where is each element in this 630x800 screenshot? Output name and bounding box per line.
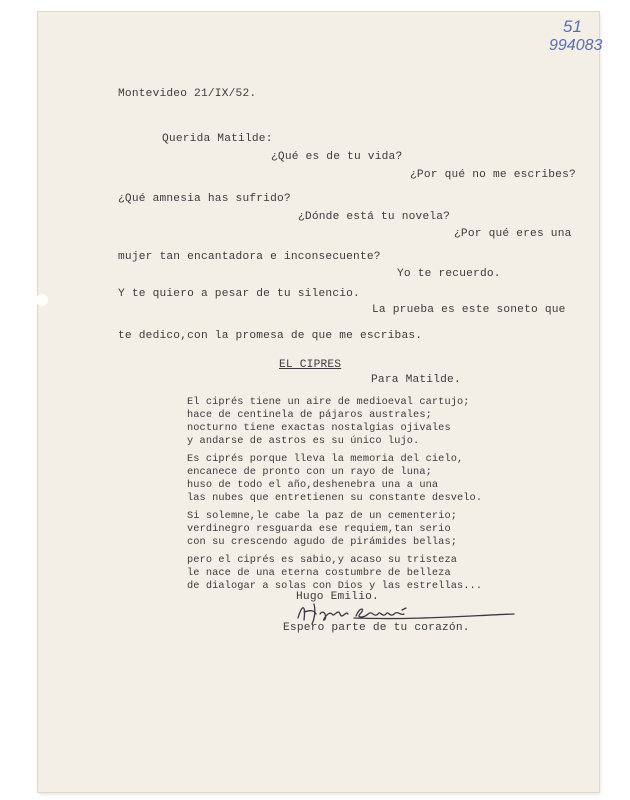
poem-line: de dialogar a solas con Dios y las estrellas...	[187, 580, 483, 592]
letter-line: ¿Qué amnesia has sufrido?	[118, 193, 291, 205]
letter-line: Yo te recuerdo.	[397, 268, 501, 280]
poem-line: le nace de una eterna costumbre de belleza	[187, 567, 451, 579]
poem-line: hace de centinela de pájaros australes;	[187, 409, 432, 421]
poem-line: y andarse de astros es su único lujo.	[187, 435, 420, 447]
salutation: Querida Matilde:	[162, 133, 273, 145]
poem-line: El ciprés tiene un aire de medioeval cartujo;	[187, 396, 470, 408]
poem-line: encanece de pronto con un rayo de luna;	[187, 466, 432, 478]
poem-line: pero el ciprés es sabio,y acaso su tristeza	[187, 554, 458, 566]
letter-line: ¿Dónde está tu novela?	[298, 211, 451, 223]
letter-line: te dedico,con la promesa de que me escribas.	[118, 330, 423, 342]
postscript: Espero parte de tu corazón.	[283, 622, 470, 634]
archive-page-number: 51	[563, 17, 582, 36]
letter-line: Y te quiero a pesar de tu silencio.	[118, 288, 360, 300]
closing-name: Hugo Emilio.	[296, 591, 379, 603]
letter-line: ¿Qué es de tu vida?	[271, 151, 403, 163]
poem-line: las nubes que entretienen su constante desvelo.	[187, 492, 483, 504]
letter-line: ¿Por qué no me escribes?	[410, 169, 576, 181]
poem-line: verdinegro resguarda ese requiem,tan serio	[187, 523, 451, 535]
poem-line: huso de todo el año,deshenebra una a una	[187, 479, 439, 491]
poem-line: Es ciprés porque lleva la memoria del cielo,	[187, 453, 464, 465]
poem-title: EL CIPRES	[279, 359, 342, 371]
letter-line: ¿Por qué eres una	[454, 228, 572, 240]
archive-catalog-number: 994083	[549, 37, 603, 54]
poem-line: con su crescendo agudo de pirámides bellas;	[187, 536, 458, 548]
poem-line: nocturno tiene exactas nostalgias ojivales	[187, 422, 451, 434]
letter-page	[38, 12, 603, 792]
letter-line: mujer tan encantadora e inconsecuente?	[118, 251, 381, 263]
letter-line: La prueba es este soneto que	[372, 304, 566, 316]
punch-hole	[36, 294, 48, 306]
place-date: Montevideo 21/IX/52.	[118, 88, 257, 100]
poem-dedication: Para Matilde.	[371, 374, 461, 386]
poem-line: Si solemne,le cabe la paz de un cementerio;	[187, 510, 458, 522]
